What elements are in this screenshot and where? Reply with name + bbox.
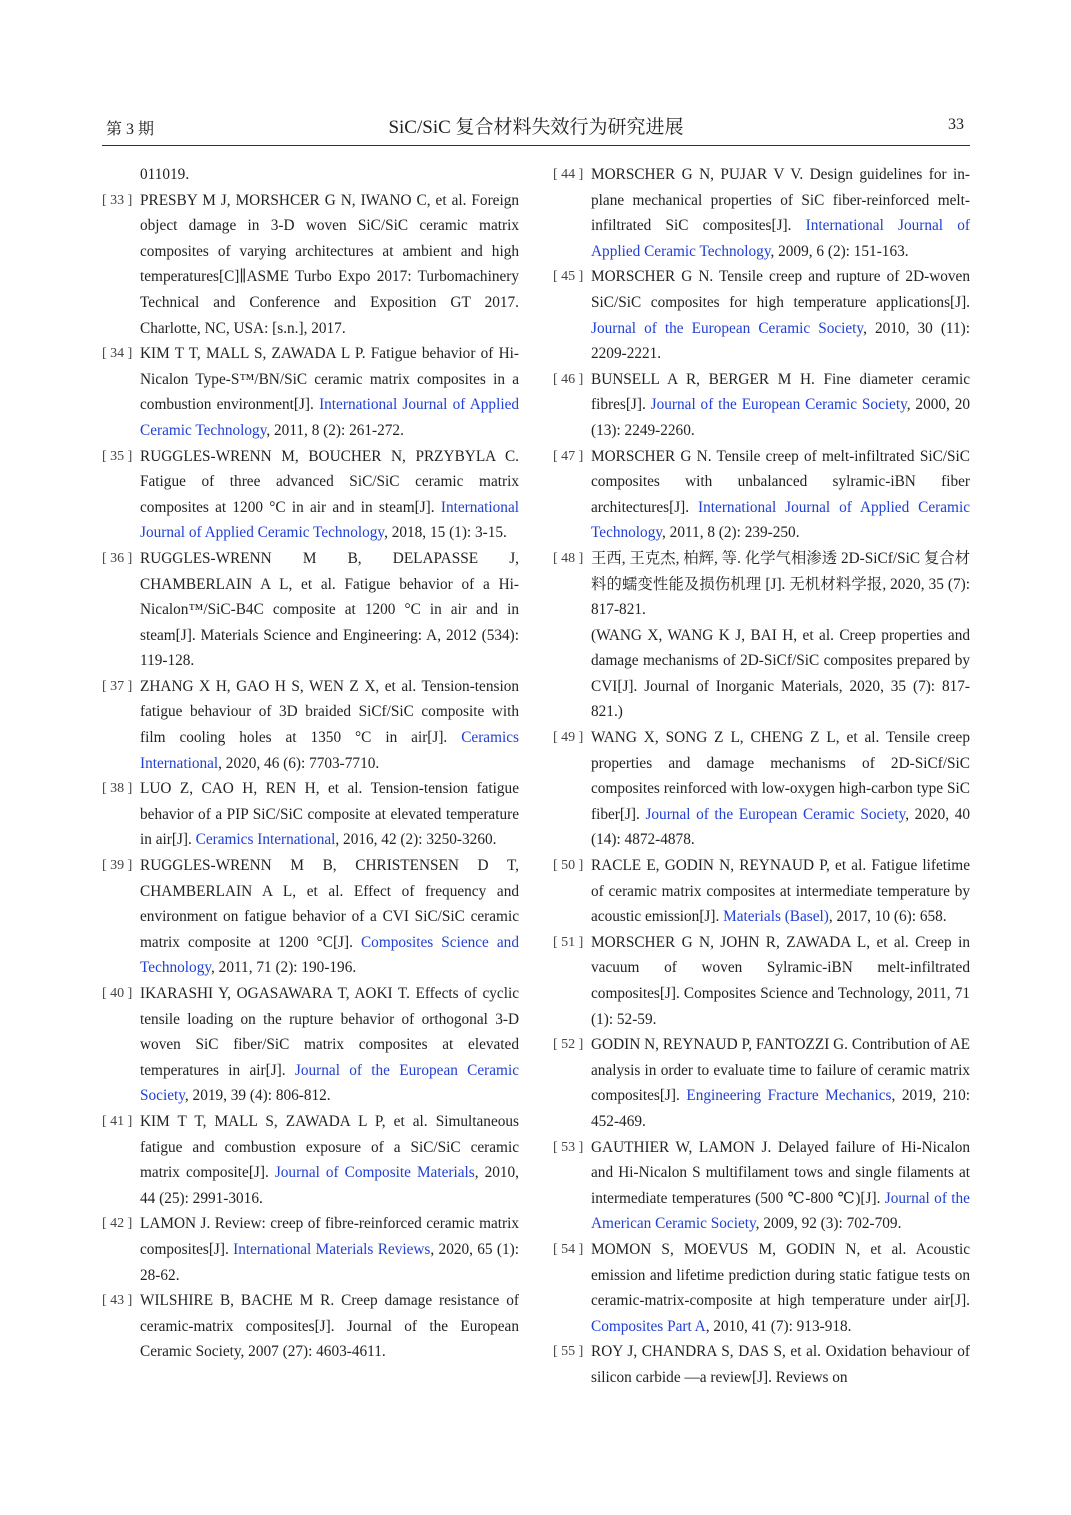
reference-number: [ 50 ] [553,858,584,874]
reference-details: , 2009, 92 (3): 702-709. [755,1215,902,1233]
reference-number: [ 54 ] [553,1241,584,1257]
journal-link[interactable]: International Materials Reviews [233,1240,431,1258]
reference-number: [ 43 ] [102,1293,133,1309]
journal-link[interactable]: Engineering Fracture Mechanics [686,1087,892,1105]
reference-details: , 2010, 41 (7): 913-918. [705,1317,852,1335]
reference-details: , 2000, 20 (13): 2249-2260. [591,396,970,439]
reference-entry [102,1109,519,1211]
reference-text: ROY J, CHANDRA S, DAS S, et al. Oxidation behaviour of silicon carbide —a review[J]. Reviews on [591,1343,970,1386]
journal-link[interactable]: Journal of the European Ceramic Society [645,805,906,823]
reference-text: RACLE E, GODIN N, REYNAUD P, et al. Fatigue lifetime of ceramic matrix composites at intermediate temperature by acoustic emission[J]. [591,857,970,926]
journal-link[interactable]: Ceramics International [140,729,519,772]
journal-link[interactable]: International Journal of Applied Ceramic Technology [591,217,970,260]
reference-text: GODIN N, REYNAUD P, FANTOZZI G. Contribution of AE analysis in order to evaluate time to failure of ceramic matrix composites[J]. [591,1036,970,1105]
reference-entry [553,1339,970,1390]
reference-number: [ 35 ] [102,448,133,464]
journal-link[interactable]: Journal of the European Ceramic Society [140,1061,520,1105]
reference-number: [ 45 ] [553,269,584,285]
journal-link[interactable]: Composites Science and Technology [140,933,519,977]
journal-link[interactable]: Journal of the American Ceramic Society [591,1189,970,1233]
reference-entry [102,546,519,674]
reference-entry [102,444,519,546]
journal-link[interactable]: Journal of the European Ceramic Society [591,319,864,337]
reference-number: [ 34 ] [102,346,133,362]
reference-details: , 2009, 6 (2): 151-163. [770,242,909,260]
reference-details: , 2010, 44 (25): 2991-3016. [140,1164,519,1207]
journal-link[interactable]: Ceramics International [195,831,336,849]
header-rule [102,145,970,146]
journal-link[interactable]: Composites Part A [591,1317,706,1335]
reference-number: [ 40 ] [102,986,133,1001]
reference-entry [102,981,519,1109]
reference-details: , 2018, 15 (1): 3-15. [384,524,507,542]
journal-link[interactable]: Journal of Composite Materials [274,1164,475,1182]
reference-details: , 2016, 42 (2): 3250-3260. [335,831,497,849]
reference-details: , 2017, 10 (6): 658. [828,908,947,926]
reference-entry [102,674,519,776]
reference-number: [ 38 ] [102,781,133,797]
reference-column-right [553,162,970,1391]
reference-entry [553,725,970,853]
reference-entry [553,1237,970,1339]
reference-details: , 2019, 210: 452-469. [591,1087,970,1130]
running-title: SiC/SiC 复合材料失效行为研究进展 [388,117,684,138]
reference-details: , 2020, 46 (6): 7703-7710. [218,754,380,772]
journal-link[interactable]: Journal of the European Ceramic Society [650,396,907,414]
reference-number: [ 33 ] [102,192,133,208]
journal-link[interactable]: International Journal of Applied Ceramic Technology [591,498,970,542]
reference-text: WANG X, SONG Z L, CHENG Z L, et al. Tensile creep properties and damage mechanisms of 2D-SiCf/SiC composites reinforced with low-oxygen high-carbon type SiC fiber[J]. [591,729,970,823]
reference-text: GAUTHIER W, LAMON J. Delayed failure of Hi-Nicalon and Hi-Nicalon S multifilament tows and single filaments at intermediate temperatures (500 ℃-800 ℃)[J]. [591,1138,970,1207]
reference-details: , 2020, 65 (1): 28-62. [140,1240,519,1284]
reference-entry [553,930,970,1032]
reference-entry [553,162,970,264]
reference-entry [102,188,519,342]
reference-text: LUO Z, CAO H, REN H, et al. Tension-tension fatigue behavior of a PIP SiC/SiC composite at elevated temperature in air[J]. [140,780,519,849]
reference-number: [ 53 ] [553,1139,584,1155]
journal-link[interactable]: International Journal of Applied Ceramic Technology [140,396,520,439]
reference-details: , 2010, 30 (11): 2209-2221. [591,319,970,363]
reference-details: , 2011, 71 (2): 190-196. [211,959,357,977]
reference-details: , 2011, 8 (2): 239-250. [662,524,800,542]
page-header [102,112,970,144]
reference-entry [102,341,519,443]
reference-text: RUGGLES-WRENN M B, CHRISTENSEN D T, CHAMBERLAIN A L, et al. Effect of frequency and environment on fatigue behavior of a CVI SiC/SiC ceramic matrix composite at 1200 °C[J]. [140,857,519,951]
reference-number: [ 51 ] [553,934,584,950]
reference-number: [ 37 ] [102,678,133,694]
reference-column-left [102,162,519,1365]
reference-list-right [553,162,970,1391]
reference-number: [ 42 ] [102,1216,133,1232]
reference-number: [ 52 ] [553,1037,584,1053]
issue-label: 第 3 期 [106,121,155,138]
reference-text: MORSCHER G N. Tensile creep of melt-infiltrated SiC/SiC composites with unbalanced sylramic-iBN fiber architectures[J]. [591,447,970,516]
reference-entry [553,1135,970,1237]
reference-text: KIM T T, MALL S, ZAWADA L P, et al. Simultaneous fatigue and combustion exposure of a SiC/SiC ceramic matrix composite[J]. [140,1112,519,1182]
reference-translation: (WANG X, WANG K J, BAI H, et al. Creep properties and damage mechanisms of 2D-SiCf/SiC composites prepared by CVI[J]. Journal of Inorganic Materials, 2020, 35 (7): 817-821.) [591,626,970,721]
reference-number: [ 48 ] [553,550,584,566]
reference-text: RUGGLES-WRENN M, BOUCHER N, PRZYBYLA C. Fatigue of three advanced SiC/SiC ceramic matrix composites at 1200 °C in air and in steam[J]. [140,447,519,516]
reference-entry [102,1211,519,1288]
reference-text: KIM T T, MALL S, ZAWADA L P. Fatigue behavior of Hi-Nicalon Type-S™/BN/SiC ceramic matrix composites in a combustion environment[J]. [140,345,519,414]
reference-text: 王西, 王克杰, 柏辉, 等. 化学气相渗透 2D-SiCf/SiC 复合材料的蠕变性能及损伤机理 [J]. 无机材料学报, 2020, 35 (7): 817-821. [591,549,970,619]
reference-entry [102,776,519,853]
reference-text: MORSCHER G N. Tensile creep and rupture of 2D-woven SiC/SiC composites for high temperature applications[J]. [591,268,970,311]
continued-reference: 011019. [140,166,190,183]
reference-text: ZHANG X H, GAO H S, WEN Z X, et al. Tension-tension fatigue behaviour of 3D braided SiCf/SiC composite with film cooling holes at 1350 °C in air[J]. [140,677,519,747]
reference-text: WILSHIRE B, BACHE M R. Creep damage resistance of ceramic-matrix composites[J]. Journal of the European Ceramic Society, 2007 (27): 4603-4611. [140,1292,519,1361]
page-number: 33 [948,116,964,133]
reference-entry [553,853,970,930]
reference-list-left [102,188,519,1365]
reference-text: PRESBY M J, MORSHCER G N, IWANO C, et al. Foreign object damage in 3-D woven SiC/SiC ceramic matrix composites of varying architectures at ambient and high temperatures[C]∥ASME Turbo Expo 2017: Turbomachinery Technical and Conference and Exposition GT 2017. Charlotte, NC, USA: [s.n.], 2017. [140,191,519,337]
reference-text: RUGGLES-WRENN M B, DELAPASSE J, CHAMBERLAIN A L, et al. Fatigue behavior of a Hi-Nicalon™/SiC-B4C composite at 1200 °C in air and in steam[J]. Materials Science and Engineering: A, 2012 (534): 119-128. [140,549,519,670]
reference-number: [ 44 ] [553,167,584,182]
reference-entry [553,546,970,725]
reference-number: [ 49 ] [553,730,584,746]
reference-number: [ 39 ] [102,858,133,874]
reference-text: MORSCHER G N, JOHN R, ZAWADA L, et al. Creep in vacuum of woven Sylramic-iBN melt-infiltrated composites[J]. Composites Science and Technology, 2011, 71 (1): 52-59. [591,933,970,1028]
reference-text: MORSCHER G N, PUJAR V V. Design guidelines for in-plane mechanical properties of SiC fiber-reinforced melt-infiltrated SiC composites[J]. [591,166,970,235]
reference-details: , 2020, 40 (14): 4872-4878. [591,805,970,849]
reference-text: LAMON J. Review: creep of fibre-reinforced ceramic matrix composites[J]. [140,1215,519,1258]
reference-number: [ 46 ] [553,371,584,387]
journal-link[interactable]: International Journal of Applied Ceramic Technology [140,498,519,542]
reference-number: [ 55 ] [553,1344,584,1360]
reference-entry [553,264,970,366]
reference-entry [553,444,970,546]
reference-text: IKARASHI Y, OGASAWARA T, AOKI T. Effects of cyclic tensile loading on the rupture behavior of orthogonal 3-D woven SiC fiber/SiC matrix composites at elevated temperatures in air[J]. [140,985,519,1079]
reference-text: BUNSELL A R, BERGER M H. Fine diameter ceramic fibres[J]. [591,370,970,414]
reference-number: [ 47 ] [553,448,584,464]
journal-link[interactable]: Materials (Basel) [723,908,829,926]
reference-number: [ 36 ] [102,550,133,566]
reference-text: MOMON S, MOEVUS M, GODIN N, et al. Acoustic emission and lifetime prediction during static fatigue tests on ceramic-matrix-composite at high temperature under air[J]. [591,1240,970,1310]
reference-details: , 2019, 39 (4): 806-812. [184,1087,331,1105]
reference-details: , 2011, 8 (2): 261-272. [266,421,404,439]
reference-entry [553,1032,970,1134]
reference-entry [553,367,970,444]
reference-entry [102,1288,519,1365]
reference-entry [102,853,519,981]
reference-number: [ 41 ] [102,1113,133,1129]
